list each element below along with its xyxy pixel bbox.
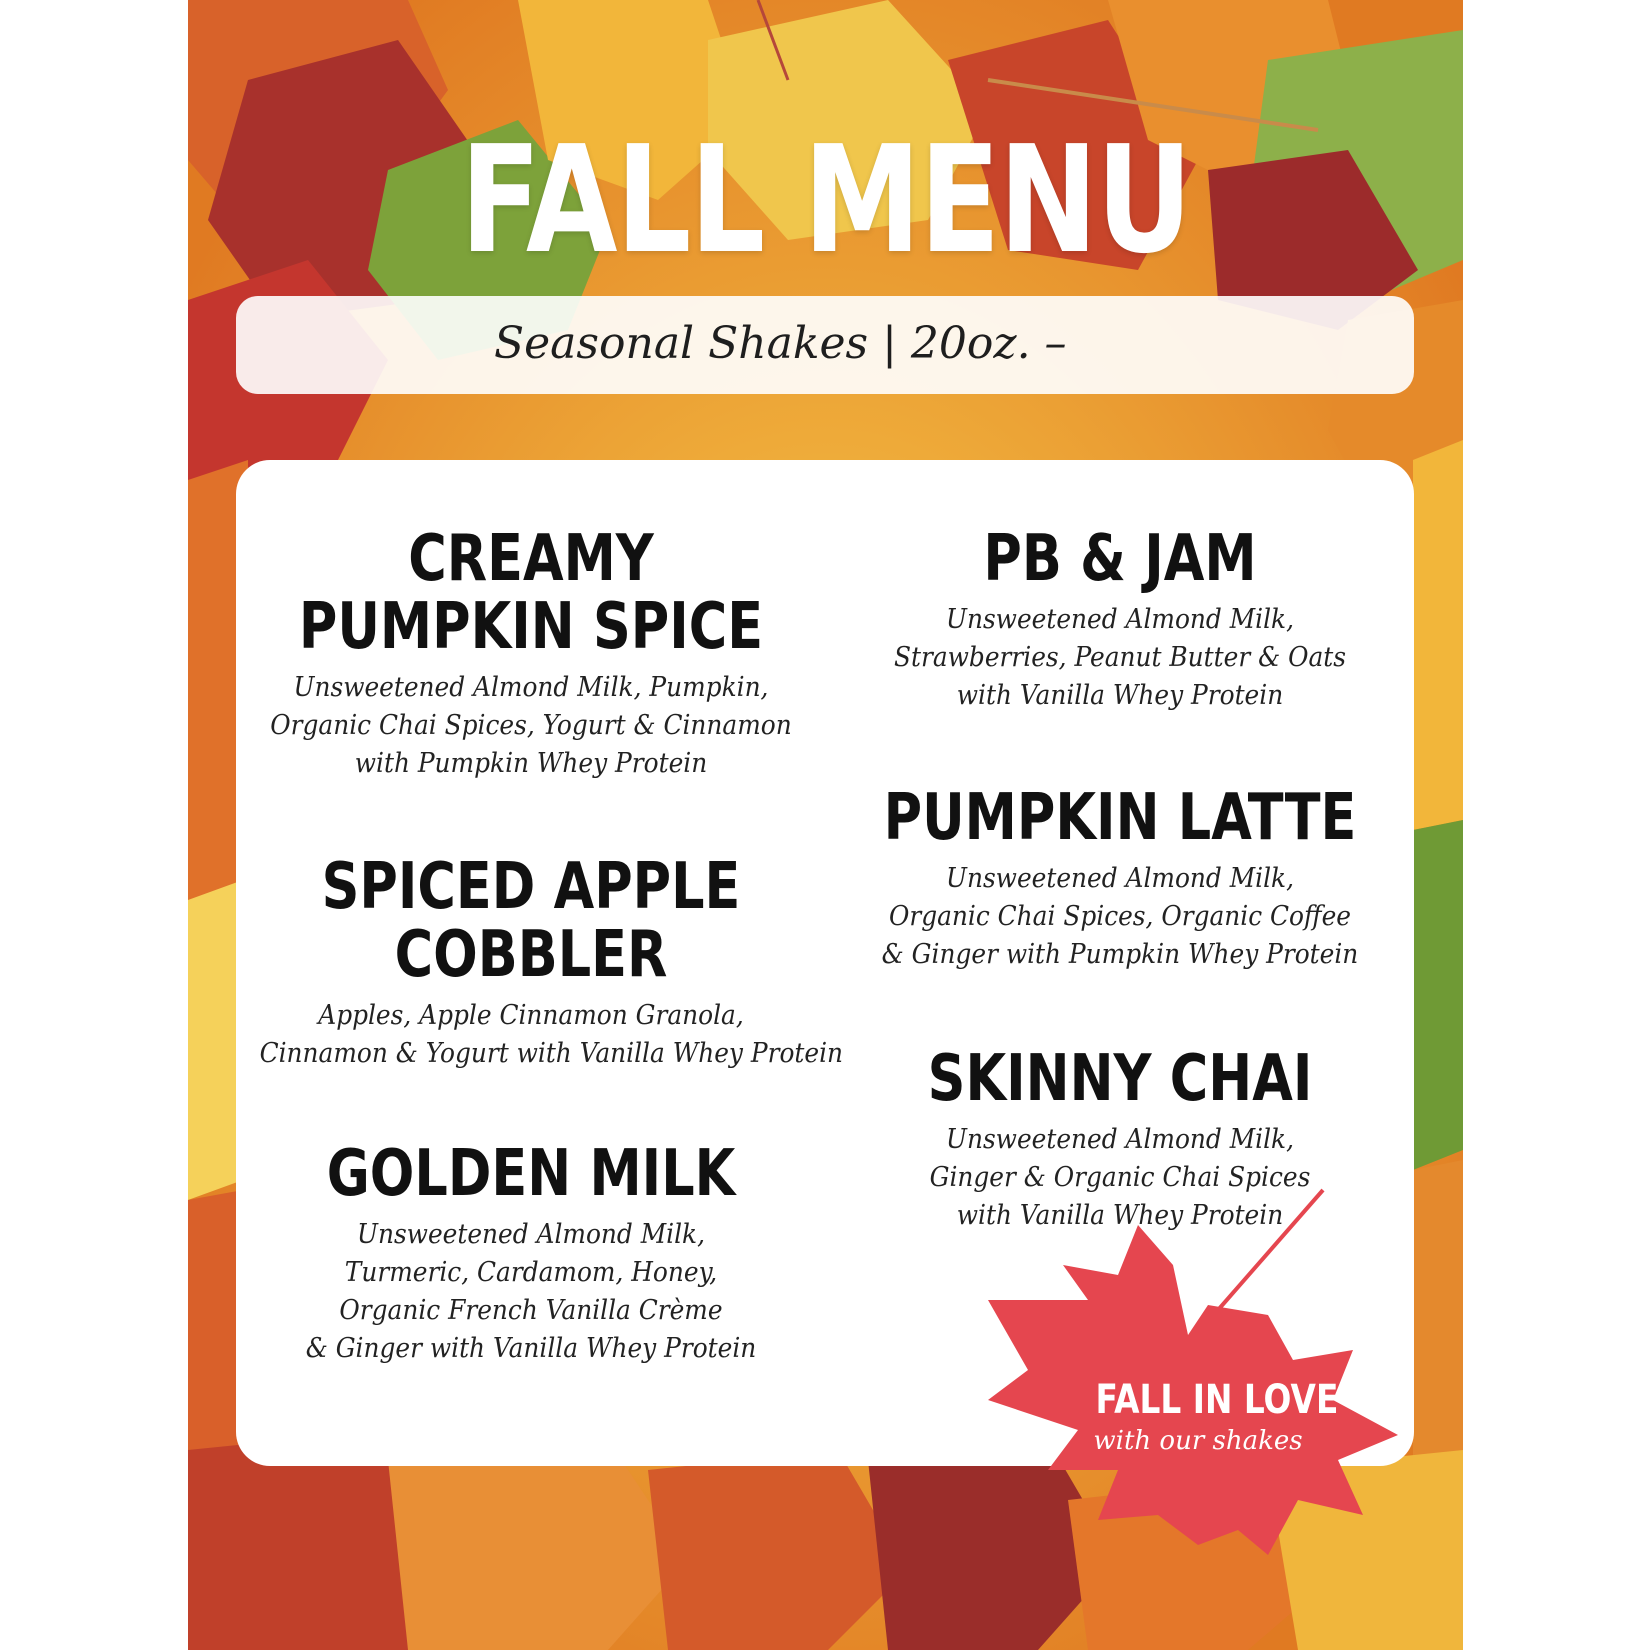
- item-name-line: COBBLER: [394, 918, 668, 992]
- item-name-line: PB & JAM: [983, 522, 1257, 596]
- item-name-line: GOLDEN MILK: [326, 1137, 736, 1211]
- item-desc-line: Unsweetened Almond Milk,: [946, 1124, 1294, 1155]
- item-desc-line: Unsweetened Almond Milk, Pumpkin,: [293, 672, 769, 703]
- item-desc-line: Unsweetened Almond Milk,: [946, 604, 1294, 635]
- item-desc-line: & Ginger with Vanilla Whey Protein: [305, 1333, 757, 1364]
- item-desc-line: with Vanilla Whey Protein: [956, 680, 1284, 711]
- item-desc-line: Ginger & Organic Chai Spices: [929, 1162, 1311, 1193]
- item-name: [289, 1137, 773, 1211]
- item-name-line: SKINNY CHAI: [927, 1042, 1313, 1116]
- item-name-line: SPICED APPLE: [321, 850, 741, 924]
- item-desc-line: with Vanilla Whey Protein: [956, 1200, 1284, 1231]
- item-name-line: PUMPKIN LATTE: [883, 781, 1357, 855]
- menu-title: FALL MENU: [460, 114, 1191, 286]
- subtitle-bar: [236, 296, 1414, 394]
- item-description: [260, 1216, 803, 1368]
- item-description: [260, 669, 803, 783]
- item-description: [259, 997, 844, 1073]
- item-desc-line: Organic Chai Spices, Organic Coffee: [888, 901, 1352, 932]
- item-desc-line: & Ginger with Pumpkin Whey Protein: [881, 939, 1359, 970]
- item-desc-line: Strawberries, Peanut Butter & Oats: [893, 642, 1347, 673]
- menu-item-pb-and-jam: [828, 522, 1412, 715]
- item-name-line: CREAMY: [408, 522, 654, 596]
- item-name: [289, 522, 773, 664]
- menu-item-golden-milk: [236, 1137, 826, 1368]
- menu-item-creamy-pumpkin-spice: [236, 522, 826, 783]
- item-description: [851, 601, 1388, 715]
- menu-item-spiced-apple-cobbler: [236, 850, 844, 1073]
- menu-subtitle: Seasonal Shakes | 20oz. –: [494, 318, 1067, 369]
- item-name: [289, 850, 773, 992]
- badge-subtitle: with our shakes: [1093, 1426, 1303, 1456]
- item-name: [881, 781, 1360, 855]
- item-desc-line: Organic French Vanilla Crème: [339, 1295, 723, 1326]
- item-desc-line: Organic Chai Spices, Yogurt & Cinnamon: [270, 710, 792, 741]
- item-desc-line: Unsweetened Almond Milk,: [946, 863, 1294, 894]
- item-desc-line: Unsweetened Almond Milk,: [357, 1219, 705, 1250]
- item-name-line: PUMPKIN SPICE: [298, 590, 764, 664]
- item-desc-line: Cinnamon & Yogurt with Vanilla Whey Protein: [259, 1038, 844, 1069]
- fall-menu-poster: [188, 0, 1463, 1650]
- item-description: [851, 860, 1388, 974]
- badge-title: FALL IN LOVE: [1095, 1377, 1339, 1423]
- item-desc-line: Turmeric, Cardamom, Honey,: [344, 1257, 718, 1288]
- item-name: [881, 522, 1360, 596]
- menu-item-pumpkin-latte: [828, 781, 1412, 974]
- item-desc-line: with Pumpkin Whey Protein: [354, 748, 708, 779]
- item-desc-line: Apples, Apple Cinnamon Granola,: [318, 1000, 744, 1031]
- item-name: [881, 1042, 1360, 1116]
